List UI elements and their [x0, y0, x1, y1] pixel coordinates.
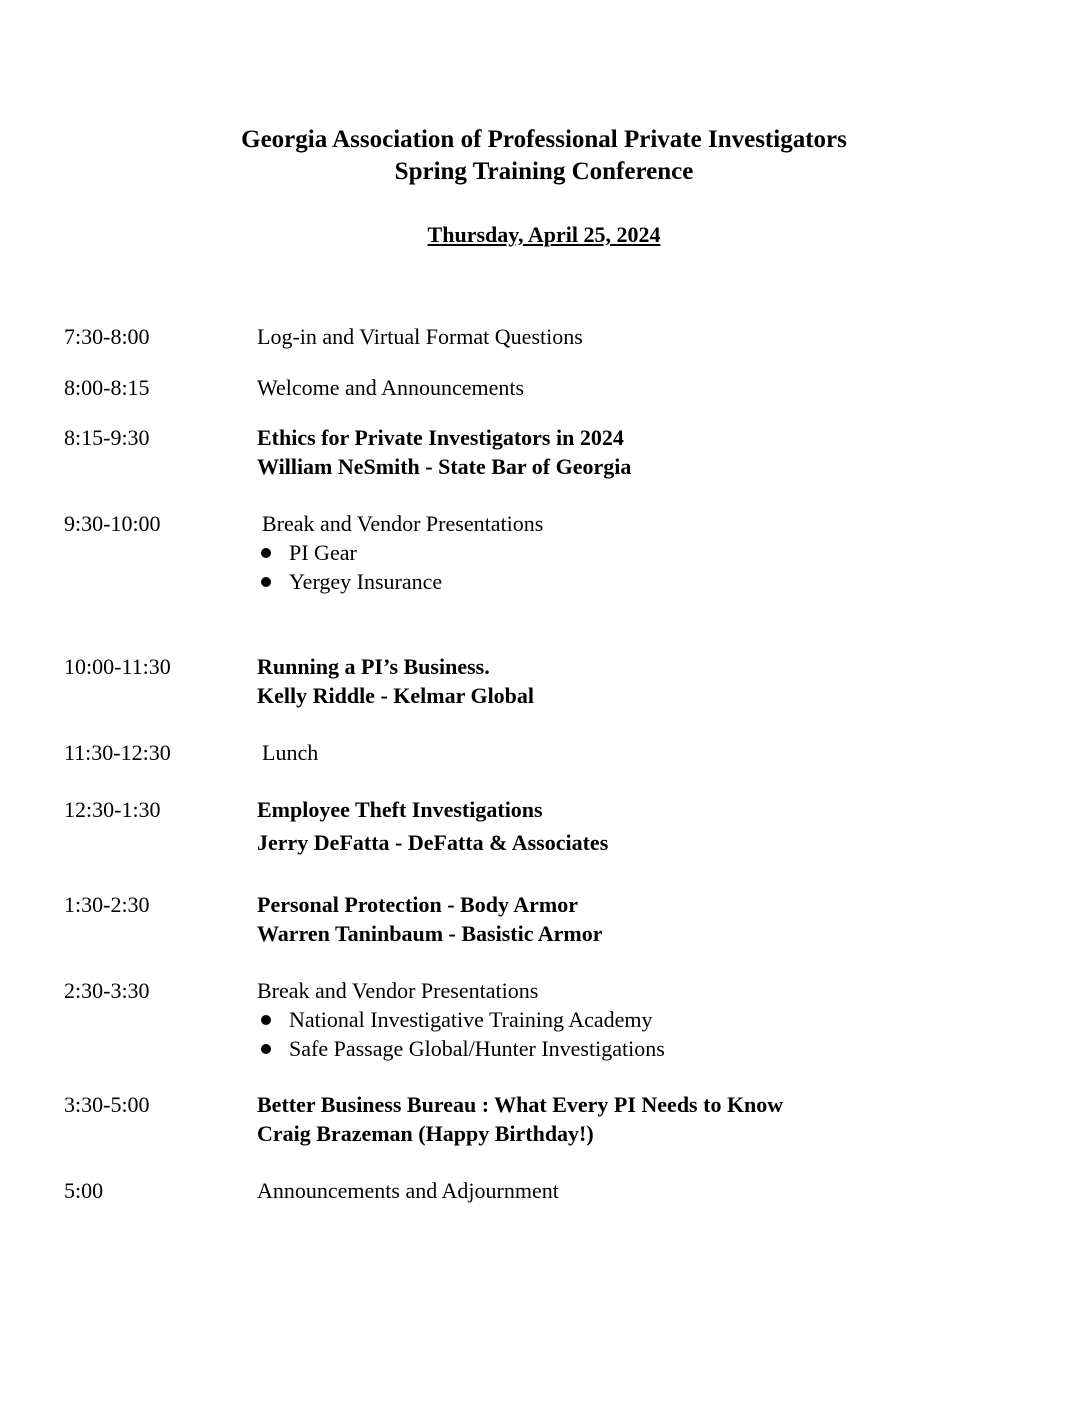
schedule-entry — [262, 738, 1062, 767]
session-title: Lunch — [262, 740, 319, 765]
session-speaker: Kelly Riddle - Kelmar Global — [257, 683, 535, 708]
schedule-entry — [257, 976, 1057, 1063]
session-title: Running a PI’s Business. — [257, 654, 490, 679]
schedule-time: 5:00 — [64, 1178, 104, 1203]
session-title: Welcome and Announcements — [257, 375, 525, 400]
schedule-time: 10:00-11:30 — [64, 654, 171, 679]
session-title: Better Business Bureau : What Every PI Needs to Know — [257, 1092, 784, 1117]
schedule-entry — [257, 652, 1057, 710]
schedule-time: 7:30-8:00 — [64, 324, 150, 349]
schedule-time: 8:15-9:30 — [64, 425, 150, 450]
schedule-time: 1:30-2:30 — [64, 892, 150, 917]
schedule-entry — [257, 322, 1057, 351]
session-speaker: William NeSmith - State Bar of Georgia — [257, 454, 632, 479]
schedule-entry — [257, 1176, 1057, 1205]
session-title: Ethics for Private Investigators in 2024 — [257, 425, 624, 450]
schedule-entry — [257, 1090, 1057, 1148]
session-title: Break and Vendor Presentations — [262, 511, 544, 536]
schedule-entry — [257, 423, 1057, 481]
schedule-entry — [262, 509, 1062, 596]
session-title: Announcements and Adjournment — [257, 1178, 559, 1203]
schedule-time: 8:00-8:15 — [64, 375, 150, 400]
schedule-time: 11:30-12:30 — [64, 740, 171, 765]
schedule-entry — [257, 795, 1057, 857]
session-speaker: Craig Brazeman (Happy Birthday!) — [257, 1121, 594, 1146]
vendor-item: National Investigative Training Academy — [257, 1005, 1057, 1034]
vendor-list — [257, 538, 1062, 596]
conference-date: Thursday, April 25, 2024 — [427, 222, 661, 247]
session-title: Break and Vendor Presentations — [257, 978, 539, 1003]
schedule-time: 3:30-5:00 — [64, 1092, 150, 1117]
vendor-item: Safe Passage Global/Hunter Investigations — [257, 1034, 1057, 1063]
schedule-time: 12:30-1:30 — [64, 797, 161, 822]
session-speaker: Warren Taninbaum - Basistic Armor — [257, 921, 603, 946]
session-title: Log-in and Virtual Format Questions — [257, 324, 583, 349]
document-subtitle: Spring Training Conference — [394, 158, 694, 185]
schedule-entry — [257, 373, 1057, 402]
schedule-time: 2:30-3:30 — [64, 978, 150, 1003]
vendor-list — [257, 1005, 1057, 1063]
vendor-item: Yergey Insurance — [257, 567, 1062, 596]
session-title: Employee Theft Investigations — [257, 797, 543, 822]
schedule-entry — [257, 890, 1057, 948]
document-title: Georgia Association of Professional Private Investigators — [241, 126, 847, 153]
session-speaker: Jerry DeFatta - DeFatta & Associates — [257, 830, 609, 855]
vendor-item: PI Gear — [257, 538, 1062, 567]
session-title: Personal Protection - Body Armor — [257, 892, 578, 917]
schedule-time: 9:30-10:00 — [64, 511, 161, 536]
